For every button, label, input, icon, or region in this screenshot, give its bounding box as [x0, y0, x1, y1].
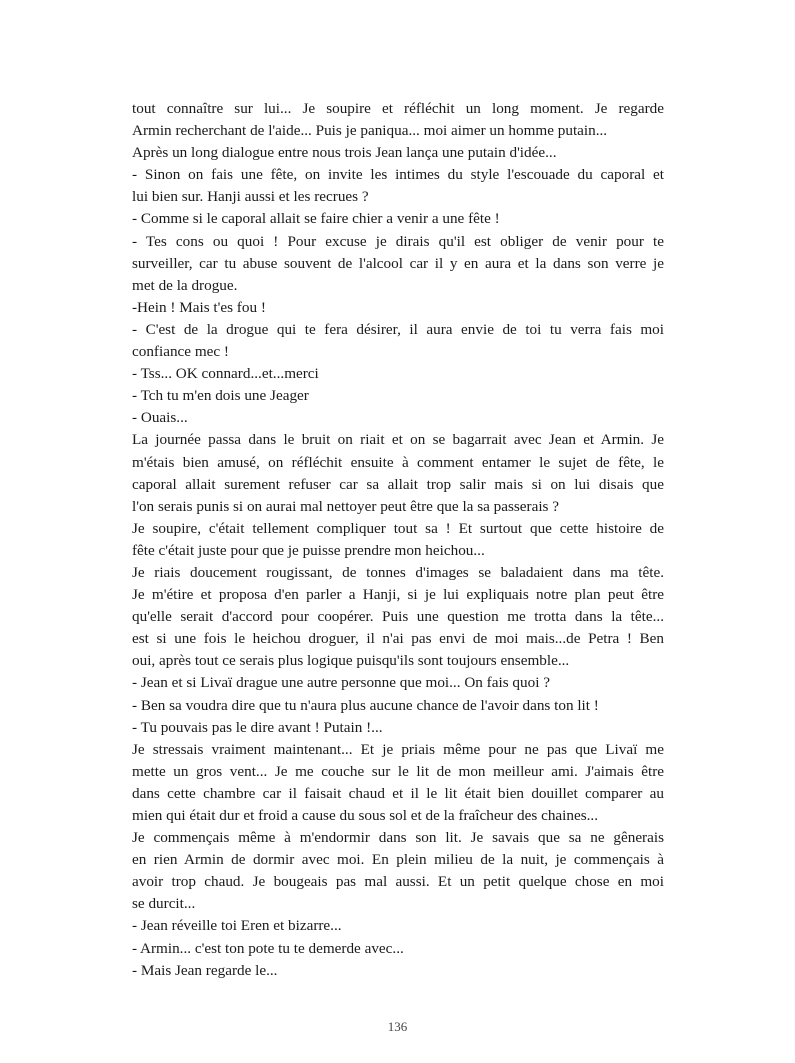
text-line: Je soupire, c'était tellement compliquer tout sa ! Et surtout que cette histoire de — [132, 519, 664, 537]
text-line: Armin recherchant de l'aide... Puis je paniqua... moi aimer un homme putain... — [132, 122, 608, 140]
text-line: Je riais doucement rougissant, de tonnes d'images se baladaient dans ma tête. — [132, 563, 664, 581]
text-line: avoir trop chaud. Je bougeais pas mal aussi. Et un petit quelque chose en moi — [132, 873, 664, 891]
text-line: Je m'étire et proposa d'en parler a Hanji, si je lui expliquais notre plan peut être — [132, 586, 664, 604]
text-line: mette un gros vent... Je me couche sur le lit de mon meilleur ami. J'aimais être — [132, 762, 664, 780]
text-line: lui bien sur. Hanji aussi et les recrues ? — [132, 188, 369, 206]
text-line: dans cette chambre car il faisait chaud et il le lit était bien douillet comparer au — [132, 784, 664, 802]
text-line: - Ben sa voudra dire que tu n'aura plus aucune chance de l'avoir dans ton lit ! — [132, 696, 599, 714]
text-line: Après un long dialogue entre nous trois Jean lança une putain d'idée... — [132, 144, 557, 162]
text-line: - Tu pouvais pas le dire avant ! Putain !... — [132, 718, 383, 736]
text-line: - Armin... c'est ton pote tu te demerde avec... — [132, 939, 404, 957]
text-line: surveiller, car tu abuse souvent de l'alcool car il y en aura et la dans son verre je — [132, 254, 664, 272]
text-line: oui, après tout ce serais plus logique puisqu'ils sont toujours ensemble... — [132, 652, 570, 670]
text-line: - C'est de la drogue qui te fera désirer, il aura envie de toi tu verra fais moi — [132, 320, 664, 338]
body-text — [132, 98, 664, 982]
text-line: - Tes cons ou quoi ! Pour excuse je dirais qu'il est obliger de venir pour te — [132, 232, 664, 250]
text-line: - Tss... OK connard...et...merci — [132, 365, 319, 383]
text-line: La journée passa dans le bruit on riait et on se bagarrait avec Jean et Armin. Je — [132, 431, 664, 449]
text-line: - Sinon on fais une fête, on invite les intimes du style l'escouade du caporal et — [132, 166, 664, 184]
text-line: l'on serais punis si on aurai mal nettoyer peut être que la sa passerais ? — [132, 497, 560, 515]
text-line: mien qui était dur et froid a cause du sous sol et de la fraîcheur des chaines... — [132, 807, 599, 824]
text-line: - Comme si le caporal allait se faire chier a venir a une fête ! — [132, 210, 500, 228]
text-line: - Jean réveille toi Eren et bizarre... — [132, 917, 342, 935]
text-line: caporal allait surement refuser car sa allait trop salir mais si on lui disais que — [132, 475, 664, 493]
text-line: - Ouais... — [132, 409, 188, 427]
text-line: confiance mec ! — [132, 343, 229, 361]
text-line: - Jean et si Livaï drague une autre personne que moi... On fais quoi ? — [132, 674, 550, 692]
text-line: met de la drogue. — [132, 276, 238, 294]
text-line: -Hein ! Mais t'es fou ! — [132, 298, 266, 316]
text-line: - Tch tu m'en dois une Jeager — [132, 387, 309, 405]
page-number: 136 — [387, 1019, 408, 1034]
text-line: en rien Armin de dormir avec moi. En plein milieu de la nuit, je commençais à — [132, 851, 664, 869]
text-line: m'étais bien amusé, on réfléchit ensuite à comment entamer le sujet de fête, le — [132, 453, 664, 471]
text-line: Je commençais même à m'endormir dans son lit. Je savais que sa ne gênerais — [132, 829, 664, 847]
text-line: est si une fois le heichou droguer, il n'ai pas envi de moi mais...de Petra ! Ben — [132, 630, 664, 648]
text-line: se durcit... — [132, 895, 196, 913]
text-line: Je stressais vraiment maintenant... Et je priais même pour ne pas que Livaï me — [132, 740, 664, 758]
text-line: tout connaître sur lui... Je soupire et réfléchit un long moment. Je regarde — [132, 100, 664, 117]
text-line: qu'elle serait d'accord pour coopérer. Puis une question me trotta dans la tête... — [132, 608, 664, 626]
text-line: - Mais Jean regarde le... — [132, 961, 278, 979]
text-line: fête c'était juste pour que je puisse prendre mon heichou... — [132, 541, 485, 559]
